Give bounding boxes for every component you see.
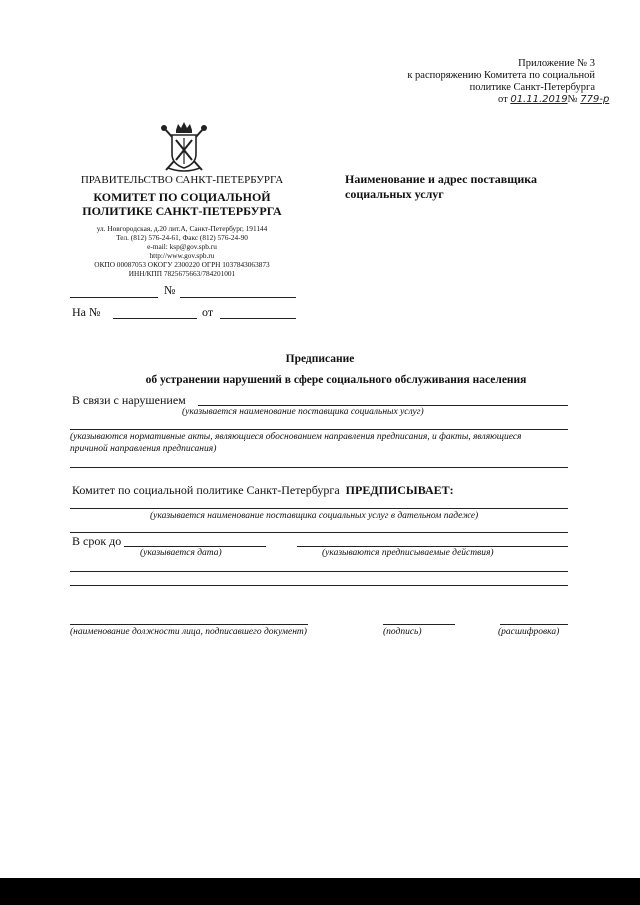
reference-date-label: от (202, 305, 214, 319)
hint-dative: (указывается наименование поставщика социальных услуг в дательном падеже) (150, 511, 479, 521)
inn-kpp: ИНН/КПП 7825675663/784201001 (128, 269, 236, 278)
document-title: Предписание (285, 353, 355, 365)
hint-signature: (подпись) (383, 627, 422, 637)
document-subtitle: об устранении нарушений в сфере социального обслуживания населения (145, 374, 527, 386)
handwritten-date: 01.11.2019 (510, 94, 568, 105)
violation-line (198, 405, 568, 406)
hint-provider-name: (указывается наименование поставщика социальных услуг) (182, 407, 424, 417)
outgoing-number-sign: № (164, 283, 176, 297)
signature-line (383, 624, 455, 625)
dative-line (70, 508, 568, 509)
recipient-line1: Наименование и адрес поставщика (345, 172, 537, 186)
hint-actions: (указываются предписываемые действия) (322, 548, 494, 558)
reference-date-line (220, 318, 296, 319)
appendix-line2: к распоряжению Комитета по социальной (407, 70, 595, 81)
hint-acts-line1: (указываются нормативные акты, являющиеся обоснованием направления предписания, и факты, являющиеся (70, 432, 522, 442)
coat-of-arms-icon (158, 120, 210, 174)
recipient-line2: социальных услуг (345, 187, 444, 201)
orders-row (72, 483, 454, 498)
hint-acts-line2: причиной направления предписания) (70, 444, 217, 454)
date-prefix: от (498, 94, 508, 105)
appendix-date-row (498, 94, 609, 105)
acts-line (70, 429, 568, 430)
email-line: e-mail: ksp@gov.spb.ru (147, 242, 217, 251)
actions-line-2 (70, 571, 568, 572)
decode-line (500, 624, 568, 625)
orders-text: Комитет по социальной политике Санкт-Петербурга (72, 483, 340, 497)
registry-codes: ОКПО 00087053 ОКОГУ 2300220 ОГРН 1037843063873 (94, 260, 270, 269)
dative-line-2 (70, 532, 568, 533)
deadline-label: В срок до (72, 534, 122, 548)
hint-decode: (расшифровка) (498, 627, 560, 637)
outgoing-number-line (180, 297, 296, 298)
actions-line-3 (70, 585, 568, 586)
handwritten-number: 779-р (580, 94, 610, 105)
deadline-date-line (124, 546, 266, 547)
reference-number-line (113, 318, 197, 319)
hint-position: (наименование должности лица, подписавшего документ) (70, 627, 307, 637)
outgoing-date-line (70, 297, 158, 298)
appendix-line1: Приложение № 3 (518, 58, 595, 69)
hint-date: (указывается дата) (140, 548, 222, 558)
appendix-line3: политике Санкт-Петербурга (469, 82, 595, 93)
phone-line: Тел. (812) 576-24-61, Факс (812) 576-24-90 (116, 233, 248, 242)
actions-line (297, 546, 568, 547)
committee-name-line1: КОМИТЕТ ПО СОЦИАЛЬНОЙ (93, 190, 271, 204)
website-line: http://www.gov.spb.ru (149, 251, 215, 260)
position-line (70, 624, 308, 625)
number-sign: № (567, 94, 578, 105)
government-name: ПРАВИТЕЛЬСТВО САНКТ-ПЕТЕРБУРГА (80, 174, 284, 186)
violation-label: В связи с нарушением (72, 393, 186, 407)
committee-name-line2: ПОЛИТИКЕ САНКТ-ПЕТЕРБУРГА (82, 204, 282, 218)
address-line: ул. Новгородская, д.20 лит.А, Санкт-Петербург, 191144 (96, 224, 268, 233)
reference-label: На № (72, 305, 101, 319)
acts-line-2 (70, 467, 568, 468)
orders-word: ПРЕДПИСЫВАЕТ: (345, 483, 454, 497)
